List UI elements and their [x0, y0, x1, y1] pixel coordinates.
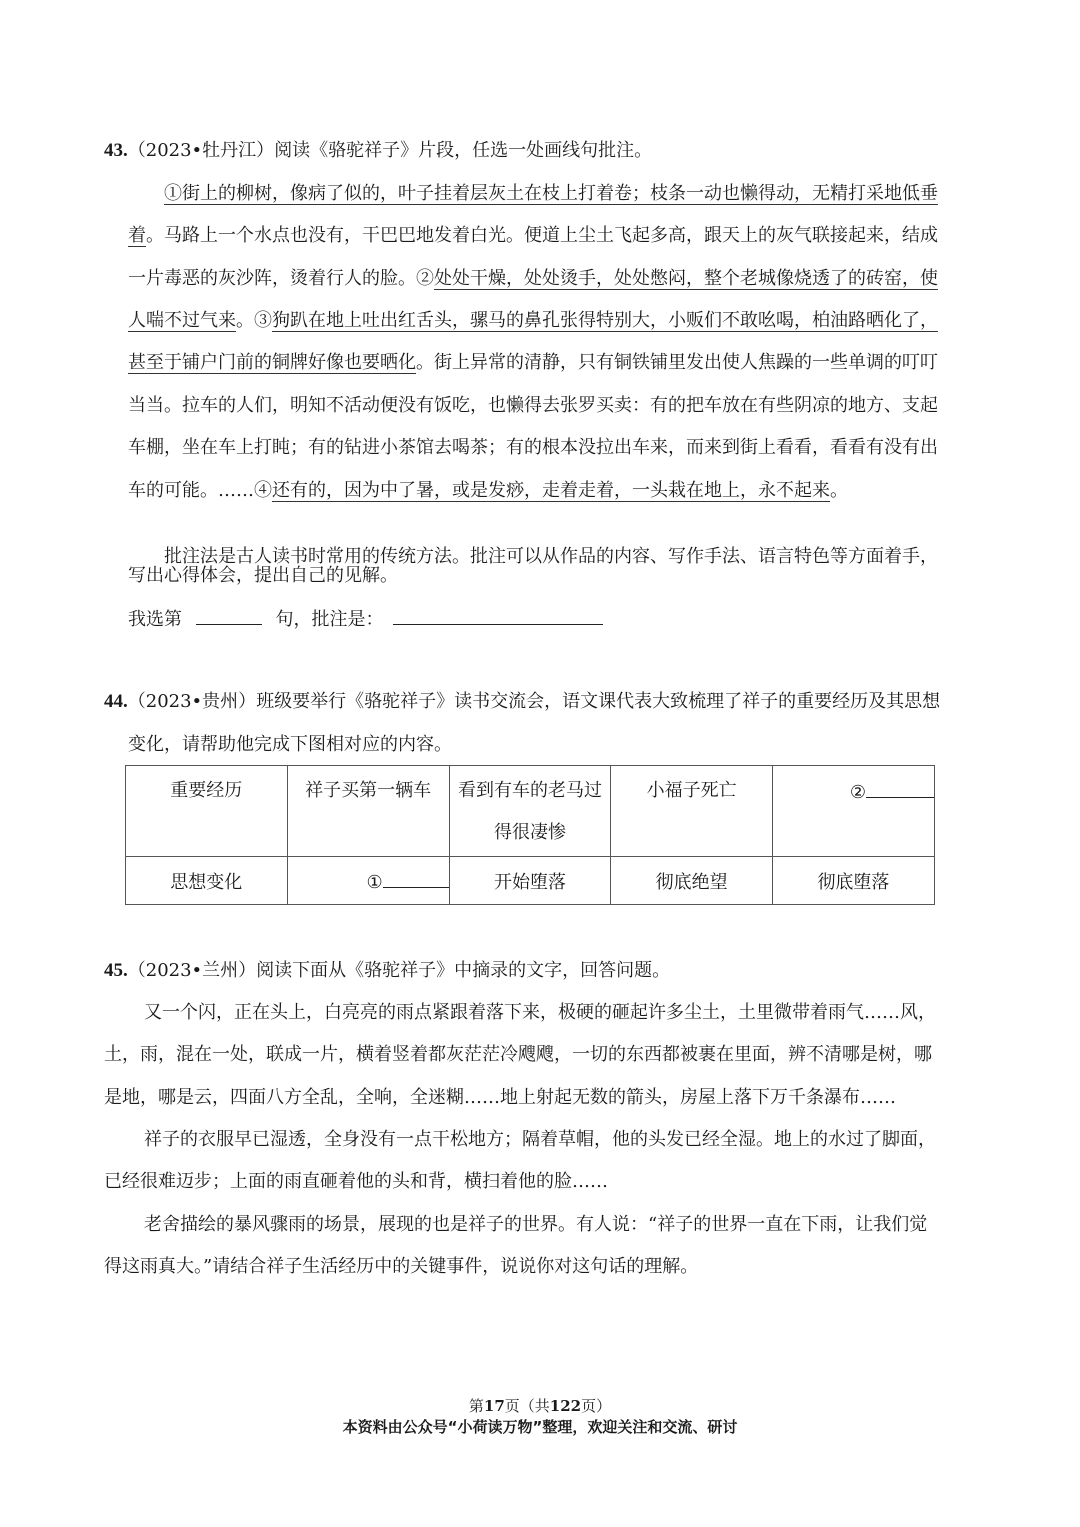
q45-header	[104, 959, 670, 983]
q44-header	[104, 690, 940, 714]
q43-passage-line	[128, 436, 938, 460]
table-row-experiences	[126, 766, 935, 857]
cell-line-1: 看到有车的老马过	[457, 780, 602, 801]
q45-passage-line-2: 土，雨，混在一处，联成一片，横着竖着都灰茫茫冷飕飕，一切的东西都被裹在里面，辨不清哪是树，哪	[104, 1044, 932, 1065]
cell-line-2: 得很凄惨	[493, 822, 566, 843]
q43-passage-line	[128, 479, 848, 503]
q43-prompt: 阅读《骆驼祥子》片段，任选一处画线句批注。	[274, 140, 653, 161]
blank-label-2: ②	[849, 782, 866, 803]
q43-passage-line	[128, 394, 938, 418]
table-cell	[772, 766, 934, 857]
passage-text: 车的可能。……④	[128, 480, 272, 501]
q43-passage-line	[128, 267, 938, 291]
table-cell: 小福子死亡	[611, 766, 773, 857]
q45-source: （2023•兰州）	[127, 960, 257, 981]
q45-passage-line-4: 祥子的衣服早已湿透，全身没有一点干松地方；隔着草帽，他的头发已经全湿。地上的水过了脚面，	[144, 1129, 936, 1150]
passage-text: 一片毒恶的灰沙阵，烫着行人的脸。②	[128, 268, 434, 289]
sentence-number-blank[interactable]	[196, 606, 262, 625]
q43-passage-line	[128, 224, 938, 248]
q43-passage-line	[164, 182, 938, 206]
table-cell: 重要经历	[126, 766, 288, 857]
q44-prompt-line-1: 班级要举行《骆驼祥子》读书交流会，语文课代表大致梳理了祥子的重要经历及其思想	[256, 691, 941, 712]
table-cell: 开始堕落	[449, 857, 611, 905]
table-cell: 祥子买第一辆车	[287, 766, 449, 857]
underlined-sentence: ①街上的柳树，像病了似的，叶子挂着层灰土在枝上打着卷；枝条一动也懒得动，无精打采地低垂	[164, 183, 938, 204]
q44-number: 44.	[104, 691, 128, 712]
source-notice: 本资料由公众号“小荷读万物”整理，欢迎关注和交流、研讨	[342, 1418, 738, 1436]
underlined-sentence: 处处干燥，处处烫手，处处憋闷，整个老城像烧透了的砖窑，使	[434, 268, 938, 289]
passage-text: 当当。拉车的人们，明知不活动便没有饭吃，也懒得去张罗买卖：有的把车放在有些阴凉的地方、支起	[128, 395, 938, 416]
q45-question-line-1: 老舍描绘的暴风骤雨的场景，展现的也是祥子的世界。有人说：“祥子的世界一直在下雨，让我们觉	[144, 1214, 928, 1235]
table-cell: 思想变化	[126, 857, 288, 905]
q45-question-line-2: 得这雨真大。”请结合祥子生活经历中的关键事件，说说你对这句话的理解。	[104, 1256, 699, 1277]
table-cell	[287, 857, 449, 905]
underlined-sentence: 人喘不过气来	[128, 310, 236, 331]
table-cell: 彻底堕落	[772, 857, 934, 905]
q43-passage-line	[128, 309, 938, 333]
table-cell	[449, 766, 611, 857]
underlined-sentence: 还有的，因为中了暑，或是发痧，走着走着，一头栽在地上，永不起来	[272, 480, 830, 501]
q43-note-line-1: 批注法是古人读书时常用的传统方法。批注可以从作品的内容、写作手法、语言特色等方面着手，	[164, 546, 938, 567]
answer-blank-2[interactable]	[866, 779, 934, 798]
answer-blank-1[interactable]	[383, 869, 449, 888]
q43-number: 43.	[104, 140, 128, 161]
q44-prompt-line-2: 变化，请帮助他完成下图相对应的内容。	[128, 734, 452, 755]
blank-label-1: ①	[366, 871, 383, 893]
table-row-thoughts	[126, 857, 935, 905]
passage-text: 。街上异常的清静，只有铜铁铺里发出使人焦躁的一些单调的叮叮	[416, 352, 938, 373]
q43-source: （2023•牡丹江）	[127, 140, 275, 161]
q45-prompt: 阅读下面从《骆驼祥子》中摘录的文字，回答问题。	[256, 960, 671, 981]
q43-header	[104, 139, 652, 163]
annotation-blank[interactable]	[393, 606, 603, 625]
page-number: 第17页（共122页）	[468, 1397, 612, 1415]
passage-text: 车棚，坐在车上打盹；有的钻进小茶馆去喝茶；有的根本没拉出车来，而来到街上看看，看看有没有出	[128, 437, 938, 458]
underlined-sentence: 甚至于铺户门前的铜牌好像也要晒化	[128, 352, 416, 373]
underlined-sentence: 狗趴在地上吐出红舌头，骡马的鼻孔张得特别大，小贩们不敢吆喝，柏油路晒化了，	[272, 310, 938, 331]
q43-passage-line	[128, 351, 938, 375]
underlined-sentence: 着	[128, 225, 146, 246]
q45-passage-line-1: 又一个闪，正在头上，白亮亮的雨点紧跟着落下来，极硬的砸起许多尘土，土里微带着雨气……风，	[144, 1002, 936, 1023]
passage-text: 。马路上一个水点也没有，干巴巴地发着白光。便道上尘土飞起多高，跟天上的灰气联接起来，结成	[146, 225, 938, 246]
table-cell: 彻底绝望	[611, 857, 773, 905]
q45-passage-line-5: 已经很难迈步；上面的雨直砸着他的头和背，横扫着他的脸……	[104, 1171, 608, 1192]
passage-text: 。③	[236, 310, 272, 331]
answer-mid: 句，批注是：	[275, 609, 384, 630]
q43-note-line-2: 写出心得体会，提出自己的见解。	[128, 565, 398, 586]
experience-table	[125, 765, 935, 905]
q43-answer-line	[128, 606, 603, 632]
q45-passage-line-3: 是地，哪是云，四面八方全乱，全响，全迷糊……地上射起无数的箭头，房屋上落下万千条瀑布……	[104, 1087, 896, 1108]
answer-prefix: 我选第	[128, 609, 182, 630]
q44-source: （2023•贵州）	[127, 691, 257, 712]
passage-text: 。	[830, 480, 848, 501]
q45-number: 45.	[104, 960, 128, 981]
